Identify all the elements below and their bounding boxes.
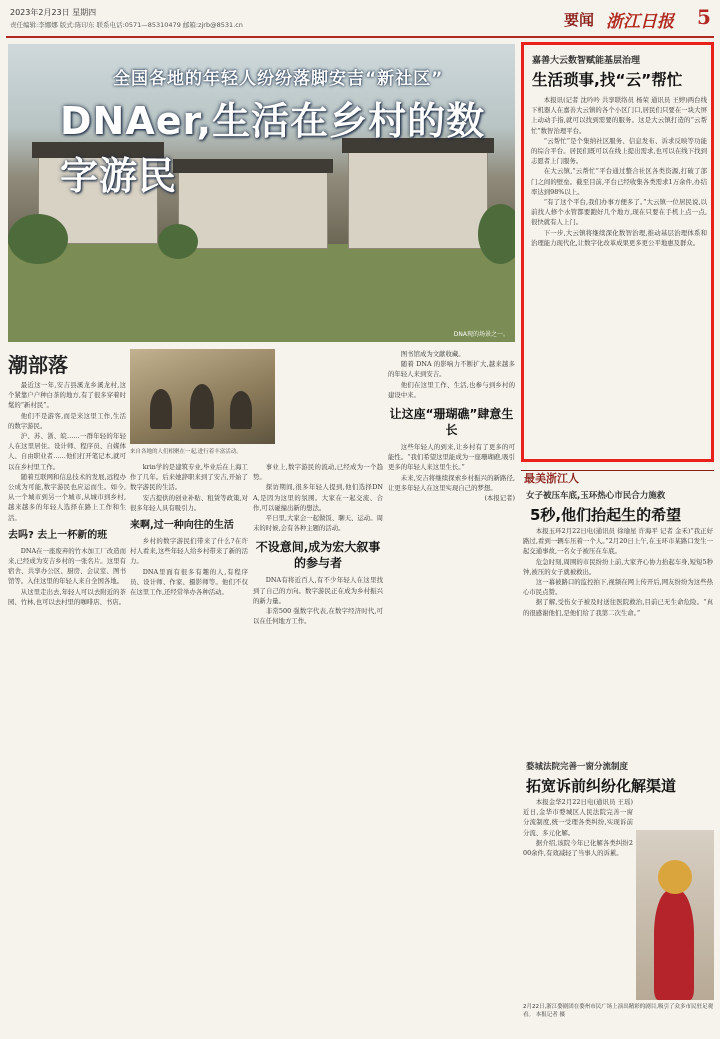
paragraph: 这一幕被路口的监控拍下,视频在网上传开后,网友纷纷为这些热心市民点赞。 xyxy=(523,578,713,597)
lead-column-3 xyxy=(253,462,383,1030)
paragraph: 随着互联网和信息技术的发展,远程办公成为可能,数字游民也应运而生。如今,从一个城市到另一个城市,从城市到乡村,越来越多的年轻人选择在路上工作和生活。 xyxy=(8,472,126,522)
caption-text: 2月22日,浙江婺剧团在婺州市民广场上演出精彩的剧目,吸引了众多市民驻足观看。 xyxy=(523,1004,713,1018)
paragraph: krin学的是建筑专业,毕业后在上海工作了几年。后来她辞职来到了安吉,开始了数字游民的生活。 xyxy=(130,463,248,492)
paragraph: DNA有将近百人,有不少年轻人在这里找到了自己的方向。数字游民正在成为乡村振兴的新力量。 xyxy=(253,576,383,605)
opera-photo-caption xyxy=(523,1003,713,1019)
paragraph: 这些年轻人的到来,让乡村有了更多的可能性。“我们希望这里能成为一座珊瑚礁,吸引更多的年轻人来这里生长。” xyxy=(388,443,515,472)
paragraph: “云帮忙”是个集纳社区服务、信息发布、诉求反映等功能的综合平台。居民们既可以在线上提出需求,也可以在线下找到志愿者上门服务。 xyxy=(531,136,707,166)
issue-date: 2023年2月23日 星期四 xyxy=(10,8,97,17)
paragraph: 他们不是游客,而是来这里工作,生活的数字游民。 xyxy=(8,411,126,430)
paragraph: 事业上,数字游民的流动,已经成为一个趋势。 xyxy=(253,463,383,482)
paragraph: 未来,安吉将继续探索乡村振兴的新路径,让更多年轻人在这里实现自己的梦想。 xyxy=(388,473,515,492)
section-label: 要闻 xyxy=(564,11,595,29)
lead-supertitle: 全国各地的年轻人纷纷落脚安吉“新社区” xyxy=(113,69,444,89)
paragraph: 下一步,大云镇将继续深化数智治理,推动基层治理体系和治理能力现代化,让数字化改革成果更多更公平地惠及群众。 xyxy=(531,228,707,247)
mid-photo xyxy=(130,349,275,444)
highlighted-story xyxy=(521,42,714,462)
page-header xyxy=(6,4,714,38)
paragraph: “有了这个平台,我们办事方便多了。”大云镇一位居民说,以前找人修个水管都要跑好几个地方,现在只要在手机上点一点,很快就有人上门。 xyxy=(531,198,707,227)
paragraph: 他们在这里工作、生活,也参与到乡村的建设中来。 xyxy=(388,380,515,399)
paragraph: 安吉提供的创业补贴、租赁等政策,对很多年轻人具有吸引力。 xyxy=(130,493,248,512)
story-supertitle: 婺城法院完善一窗分流制度 xyxy=(526,762,629,772)
lead-column-4 xyxy=(388,349,515,1030)
paragraph: 沪、苏、浙、皖……一群年轻的年轻人在这里居住。设计师、程序员、自媒体人、自由职业者……他们打开笔记本,就可以在乡村里工作。 xyxy=(8,432,126,471)
paragraph: 随着 DNA 的影响力不断扩大,越来越多的年轻人来到安吉。 xyxy=(388,360,515,379)
lead-photo xyxy=(8,44,515,342)
lead-photo-caption: DNA现的场景之一。 xyxy=(453,331,509,338)
paragraph: 据介绍,该院今年已化解各类纠纷200余件,有效减轻了当事人的诉累。 xyxy=(523,838,633,858)
story-body xyxy=(531,95,707,457)
paragraph: 乡村的数字游民们带来了什么?在许村人看来,这些年轻人给乡村带来了新的活力。 xyxy=(130,537,248,566)
story-title: 生活琐事,找“云”帮忙 xyxy=(532,71,683,89)
paper-name: 浙江日报 xyxy=(606,12,674,32)
story-supertitle: 嘉善大云数智赋能基层治理 xyxy=(532,56,641,66)
paragraph: 本报金华2月22日电(通讯员 王瑶)近日,金华市婺城区人民法院完善一窗分流制度,统一受理各类纠纷,实现诉前分流、多元化解。 xyxy=(523,798,633,837)
lead-column-2 xyxy=(130,462,248,1030)
paragraph: 平日里,大家会一起做饭、聊天、运动。周末的时候,会有各种主题的活动。 xyxy=(253,514,383,533)
subheading: 不设意间,成为宏大叙事的参与者 xyxy=(255,540,381,571)
photo-credit: 本报记者 摄 xyxy=(535,1012,566,1018)
editor-line: 责任编辑:李娜娜 版式:陈印东 联系电话:0571—85310479 邮箱:zjrb@8531.cn xyxy=(10,21,243,29)
subheading: 让这座“珊瑚礁”肆意生长 xyxy=(389,407,514,438)
section-tag: 最美浙江人 xyxy=(524,472,579,485)
paragraph: 图书馆成为文献收藏。 xyxy=(400,350,465,358)
paragraph: 本报讯(记者 沈吟吟 共享联络员 杨荣 通讯员 王婷)两台线下机器人在嘉善大云镇的各个小区门口,居民们只要在一块大屏上动动手指,就可以找到需要的服务。这是大云镇打造的“云帮忙”数智治理平台。 xyxy=(531,96,707,135)
story-title: 拓宽诉前纠纷化解渠道 xyxy=(526,777,677,795)
paragraph: DNA在一座废弃的竹木加工厂改造而来,已经成为安吉乡村的一张名片。这里有宿舍、共享办公区、厨房、会议室、图书馆等。入住这里的年轻人来自全国各地。 xyxy=(8,546,126,586)
column-head: 潮部落 xyxy=(8,353,68,377)
paragraph: 据了解,受伤女子被及时送往医院救治,目前已无生命危险。“真的很感谢他们,是他们给了我第二次生命。” xyxy=(523,598,713,617)
story-title: 5秒,他们抬起生的希望 xyxy=(530,506,682,524)
paragraph: 危急时刻,周围的市民纷纷上前,大家齐心协力抬起车身,短短5秒钟,被压的女子就被救出。 xyxy=(523,557,713,576)
paragraph: 从这里走出去,年轻人可以去附近的茶园、竹林,也可以去村里的咖啡店、书店。 xyxy=(8,587,126,606)
byline: (本报记者) xyxy=(484,494,515,503)
paragraph: 在大云镇,“云帮忙”平台通过整合社区各类资源,打破了部门之间的壁垒。截至目前,平台已经收集各类需求1万余件,办结率达到98%以上。 xyxy=(531,167,707,196)
subheading: 去吗? 去上一杯新的班 xyxy=(8,529,108,541)
paragraph: 最近这一年,安吉县溪龙乡溪龙村,这个紧靠户户种白茶的地方,有了很多穿着时髦的“新村民”。 xyxy=(8,381,126,410)
paragraph: 非常500 强数字代表,在数字经济时代,可以在任何地方工作。 xyxy=(253,607,383,626)
story-body xyxy=(523,526,713,754)
paragraph: DNA里面有很多有趣的人,有程序员、设计师、作家、摄影师等。他们不仅在这里工作,还经常举办各种活动。 xyxy=(130,567,248,597)
mid-photo-caption: 来自各地的人们相聚在一起,进行着丰富活动。 xyxy=(130,449,242,455)
paragraph: 探访期间,很多年轻人提到,他们选择DNA,是因为这里的氛围。大家在一起交流、合作,可以碰撞出新的想法。 xyxy=(253,483,383,512)
subheading: 来啊,过一种向往的生活 xyxy=(130,520,234,532)
story-body xyxy=(523,797,633,999)
page-number: 5 xyxy=(697,5,711,29)
opera-photo xyxy=(636,830,714,1000)
lead-title: DNAer,生活在乡村的数字游民 xyxy=(60,99,486,198)
paragraph: 本报玉环2月22日电(通讯员 徐瑜星 许海平 记者 金禾)“我正好路过,看到一辆车压着一个人。”2月20日上午,在玉环市某路口发生一起交通事故,一名女子被压在车底。 xyxy=(523,527,713,556)
lead-column-1 xyxy=(8,380,126,1030)
story-supertitle: 女子被压车底,玉环热心市民合力施救 xyxy=(526,491,666,501)
